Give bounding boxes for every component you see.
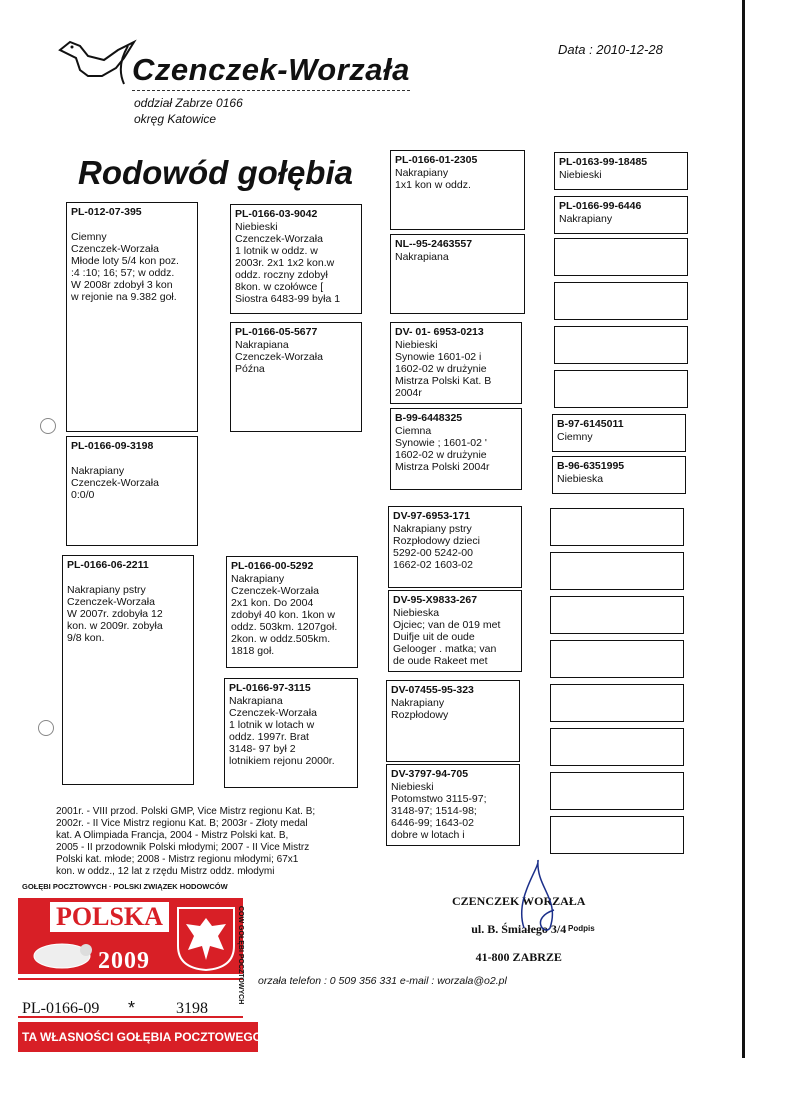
ring-code: PL-0166-03-9042: [235, 208, 318, 220]
pedigree-box-great-grandparent: [390, 322, 522, 404]
dove-logo-icon: [58, 36, 138, 86]
pedigree-box-gen4: [554, 326, 688, 364]
ring-star: *: [128, 998, 136, 1018]
ring-code: PL-0166-97-3115: [229, 682, 311, 694]
ring-code: DV- 01- 6953-0213: [395, 326, 484, 338]
branch-name: oddział Zabrze 0166: [134, 96, 243, 110]
bird-description: Niebieska: [557, 473, 604, 485]
bird-description: Ciemna Synowie ; 1601-02 ' 1602-02 w drużynie Mistrza Polski 2004r: [395, 425, 490, 473]
ring-card-side: [243, 898, 257, 1022]
ring-card: [18, 878, 262, 1054]
bird-description: Niebieski Czenczek-Worzała 1 lotnik w oddz. w 2003r. 2x1 1x2 kon.w oddz. roczny zdobył 8kon. w czołówce [ Siostra 6483-99 była 1: [235, 221, 341, 305]
pedigree-box-gen4: [554, 196, 688, 234]
pedigree-box-grandparent: [230, 204, 362, 314]
stamp-name: CZENCZEK WORZAŁA: [452, 894, 586, 908]
pedigree-box-grandparent: [230, 322, 362, 432]
ring-prefix: PL-0166-09: [22, 1000, 100, 1017]
contact-footer: orzała telefon : 0 509 356 331 e-mail : worzala@o2.pl: [258, 975, 507, 987]
ring-code: DV-97-6953-171: [393, 510, 471, 522]
bird-description: Nakrapiany Czenczek-Worzała 2x1 kon. Do 2004 zdobył 40 kon. 1kon w oddz. 503km. 1207goł. 2kon. w oddz.505km. 1818 goł.: [231, 573, 338, 657]
bird-description: Nakrapiany pstry Rozpłodowy dzieci 5292-00 5242-00 1662-02 1603-02: [393, 523, 480, 571]
pedigree-box-gen4: [554, 238, 688, 276]
ring-code: PL-0166-05-5677: [235, 326, 318, 338]
ring-code: PL-0166-99-6446: [559, 200, 642, 212]
eagle-emblem-icon: [176, 906, 236, 972]
pedigree-box-gen4: [550, 684, 684, 722]
ring-code: PL-0166-09-3198: [71, 440, 154, 452]
pedigree-box-gen4: [550, 552, 684, 590]
district-name: okręg Katowice: [134, 112, 217, 126]
pedigree-box-great-grandparent: [390, 234, 525, 314]
signature: [510, 858, 570, 938]
bird-description: Nakrapiany pstry Czenczek-Worzała W 2007r. zdobyła 12 kon. w 2009r. zobyła 9/8 kon.: [67, 584, 163, 644]
pedigree-box-gen4: [550, 508, 684, 546]
pedigree-box-gen4: [550, 772, 684, 810]
stamp-city: 41-800 ZABRZE: [475, 950, 562, 964]
bird-description: Nakrapiana Czenczek-Worzała Późna: [235, 339, 323, 375]
ring-code: PL-012-07-395: [71, 206, 142, 218]
ring-code: B-96-6351995: [557, 460, 625, 472]
ring-code: DV-3797-94-705: [391, 768, 469, 780]
punch-hole-icon: [40, 418, 56, 434]
pedigree-box-father: [66, 202, 198, 432]
punch-hole-icon: [38, 720, 54, 736]
page-title: Rodowód gołębia: [78, 154, 353, 191]
pedigree-box-gen4: [550, 816, 684, 854]
ring-code: PL-0166-06-2211: [67, 559, 149, 571]
pedigree-box-gen4: [552, 414, 686, 452]
achievements-note: 2001r. - VIII przod. Polski GMP, Vice Mistrz regionu Kat. B; 2002r. - II Vice Mistrz regionu Kat. B; 2003r - Złoty medal kat. A Olimpiada Francja, 2004 - Mistrz Polski kat. B, 2005 - II przodownik Polski młodymi; 2007 - II Vice Mistrz Polski kat. młode; 2008 - Mistrz regionu młodymi; 67x1 kon. w oddz., 12 lat z rzędu Mistrz oddz. młodymi: [56, 806, 316, 877]
ring-code: NL--95-2463557: [395, 238, 473, 250]
bird-description: Niebieska Ojciec; van de 019 met Duifje uit de oude Gelooger . matka; van de oude Rakeet met: [393, 607, 501, 667]
bird-description: Ciemny Czenczek-Worzała Młode loty 5/4 kon poz. :4 :10; 16; 57; w oddz. W 2008r zdobył 3 kon w rejonie na 9.382 goł.: [71, 231, 179, 303]
pedigree-box-great-grandparent: [388, 590, 522, 672]
pigeon-photo: [26, 934, 96, 974]
ring-card-country: POLSKA: [50, 902, 169, 932]
ring-card-header: GOŁĘBI POCZTOWYCH · POLSKI ZWIĄZEK HODOWCÓW: [18, 878, 258, 898]
brand-name: Czenczek-Worzała: [132, 52, 410, 91]
pedigree-box-great-grandparent: [388, 506, 522, 588]
ring-code: DV-07455-95-323: [391, 684, 474, 696]
pedigree-box-great-grandparent: [386, 680, 520, 762]
bird-description: Nakrapiana Czenczek-Worzała 1 lotnik w lotach w oddz. 1997r. Brat 3148- 97 był 2 lotnikiem rejonu 2000r.: [229, 695, 335, 767]
pedigree-box-gen4: [550, 728, 684, 766]
bird-description: Niebieski: [559, 169, 602, 181]
bird-description: Nakrapiany 1x1 kon w oddz.: [395, 167, 471, 191]
pedigree-box-grandparent: [226, 556, 358, 668]
ring-card-year: 2009: [98, 948, 150, 974]
ring-code: B-99-6448325: [395, 412, 463, 424]
ring-code: PL-0166-00-5292: [231, 560, 314, 572]
bird-description: Niebieski Potomstwo 3115-97; 3148-97; 1514-98; 6446-99; 1643-02 dobre w lotach i: [391, 781, 487, 841]
ring-card-side-text: CÓW GOŁĘBI POCZTOWYCH: [237, 906, 244, 1005]
pedigree-box-great-grandparent: [390, 408, 522, 490]
ring-code: PL-0163-99-18485: [559, 156, 648, 168]
ring-code: PL-0166-01-2305: [395, 154, 478, 166]
pedigree-box-gen4: [554, 282, 688, 320]
bird-description: Niebieski Synowie 1601-02 i 1602-02 w drużynie Mistrza Polski Kat. B 2004r: [395, 339, 492, 399]
branch-info: [134, 95, 243, 127]
pedigree-box-great-grandparent: [386, 764, 520, 846]
ring-card-footer: TA WŁASNOŚCI GOŁĘBIA POCZTOWEGO: [18, 1022, 258, 1052]
stamp-street: ul. B. Śmiałego 3/4: [471, 922, 567, 936]
bird-description: Ciemny: [557, 431, 593, 443]
pedigree-box-subject: [66, 436, 198, 546]
ring-code: DV-95-X9833-267: [393, 594, 478, 606]
pedigree-box-gen4: [552, 456, 686, 494]
pedigree-box-gen4: [550, 596, 684, 634]
bird-description: Nakrapiany Czenczek-Worzała 0:0/0: [71, 465, 159, 501]
pedigree-box-gen4: [550, 640, 684, 678]
bird-description: Nakrapiany Rozpłodowy: [391, 697, 449, 721]
pedigree-box-grandparent: [224, 678, 358, 788]
bird-description: Nakrapiana: [395, 251, 449, 263]
pedigree-box-great-grandparent: [390, 150, 525, 230]
signature-label: Podpis: [568, 924, 595, 933]
page-edge-line: [742, 0, 745, 1058]
bird-description: Nakrapiany: [559, 213, 613, 225]
pedigree-box-gen4: [554, 152, 688, 190]
document-date: Data : 2010-12-28: [558, 42, 663, 57]
ring-code: B-97-6145011: [557, 418, 624, 430]
pedigree-box-mother: [62, 555, 194, 785]
pedigree-box-gen4: [554, 370, 688, 408]
ring-serial: 3198: [176, 1000, 208, 1017]
